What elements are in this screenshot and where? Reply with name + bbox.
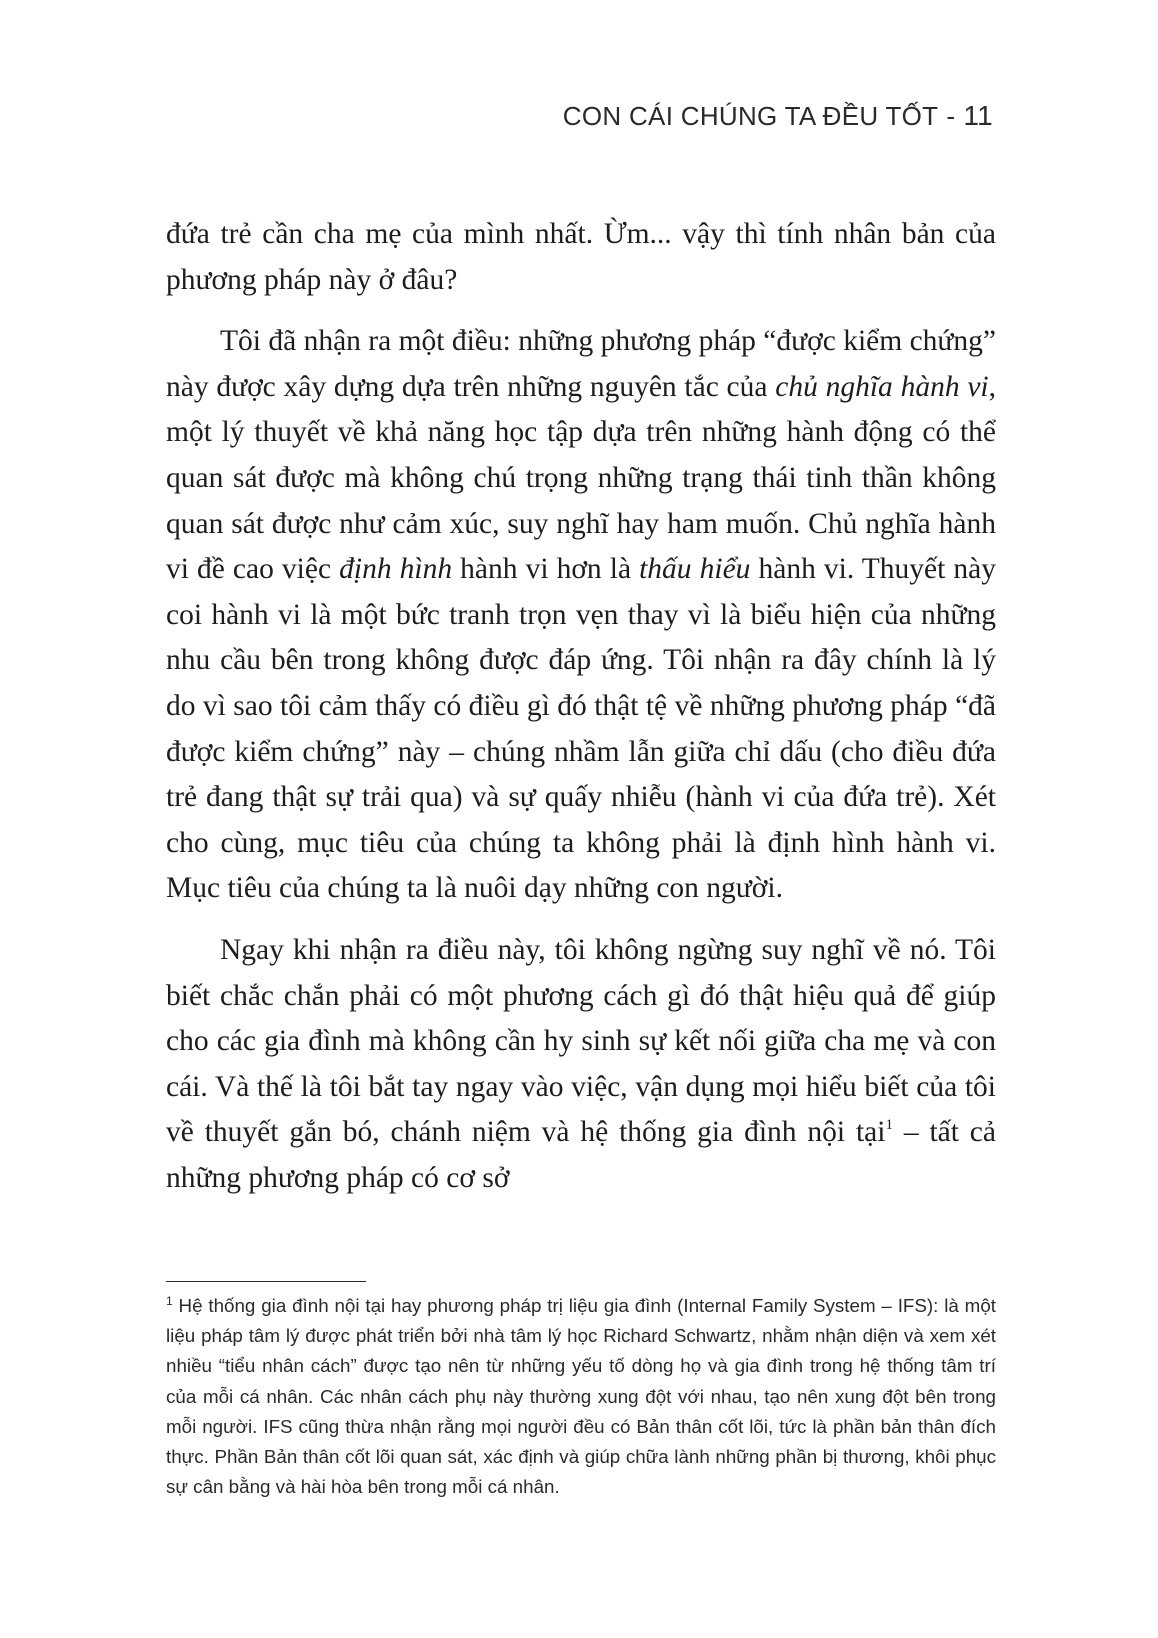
- paragraph-3-text-a: Ngay khi nhận ra điều này, tôi không ngừng suy nghĩ về nó. Tôi biết chắc chắn phải có một phương cách gì đó thật hiệu quả để giúp cho các gia đình mà không cần hy sinh sự kết nối giữa cha mẹ và con cái. Và thế là tôi bắt tay ngay vào việc, vận dụng mọi hiểu biết của tôi về thuyết gắn bó, chánh niệm và hệ thống gia đình nội tại: [166, 933, 996, 1149]
- body-text: [166, 212, 996, 1217]
- footnote-marker: 1: [166, 1294, 173, 1308]
- footnote: [166, 1291, 996, 1502]
- paragraph-2-text-c: hành vi hơn là: [452, 553, 640, 586]
- footnote-text: Hệ thống gia đình nội tại hay phương pháp trị liệu gia đình (Internal Family System – IFS): là một liệu pháp tâm lý được phát triển bởi nhà tâm lý học Richard Schwartz, nhằm nhận diện và xem xét nhiều “tiểu nhân cách” được tạo nên từ những yếu tố dòng họ và gia đình trong hệ thống tâm trí của mỗi cá nhân. Các nhân cách phụ này thường xung đột với nhau, tạo nên xung đột bên trong mỗi người. IFS cũng thừa nhận rằng mọi người đều có Bản thân cốt lõi, tức là phần bản thân đích thực. Phần Bản thân cốt lõi quan sát, xác định và giúp chữa lành những phần bị thương, khôi phục sự cân bằng và hài hòa bên trong mỗi cá nhân.: [166, 1295, 996, 1498]
- italic-term-shaping: định hình: [339, 553, 453, 586]
- page-number: 11: [963, 100, 993, 131]
- paragraph-3: [166, 928, 996, 1202]
- running-head-title: CON CÁI CHÚNG TA ĐỀU TỐT: [562, 101, 939, 131]
- italic-term-behaviorism: chủ nghĩa hành vi: [775, 370, 989, 403]
- paragraph-2-text-a: Tôi đã nhận ra một điều: những phương pháp “được kiểm chứng” này được xây dựng dựa trên những nguyên tắc của: [166, 325, 996, 403]
- running-head: [563, 100, 993, 132]
- running-head-separator: -: [946, 101, 956, 131]
- paragraph-2: [166, 319, 996, 912]
- paragraph-2-text-b: , một lý thuyết về khả năng học tập dựa trên những hành động có thể quan sát được mà không chú trọng những trạng thái tinh thần không quan sát được như cảm xúc, suy nghĩ hay ham muốn. Chủ nghĩa hành vi đề cao việc: [166, 370, 996, 586]
- paragraph-1: đứa trẻ cần cha mẹ của mình nhất. Ừm... vậy thì tính nhân bản của phương pháp này ở đâu?: [166, 218, 996, 296]
- footnote-divider: [166, 1281, 366, 1282]
- paragraph-3-text-b: – tất cả những phương pháp có cơ sở: [166, 1116, 996, 1194]
- footnote-reference[interactable]: 1: [885, 1117, 893, 1134]
- italic-term-understanding: thấu hiểu: [639, 553, 751, 586]
- paragraph-2-text-d: hành vi. Thuyết này coi hành vi là một bức tranh trọn vẹn thay vì là biểu hiện của những nhu cầu bên trong không được đáp ứng. Tôi nhận ra đây chính là lý do vì sao tôi cảm thấy có điều gì đó thật tệ về những phương pháp “đã được kiểm chứng” này – chúng nhầm lẫn giữa chỉ dấu (cho điều đứa trẻ đang thật sự trải qua) và sự quấy nhiễu (hành vi của đứa trẻ). Xét cho cùng, mục tiêu của chúng ta không phải là định hình hành vi. Mục tiêu của chúng ta là nuôi dạy những con người.: [166, 553, 996, 905]
